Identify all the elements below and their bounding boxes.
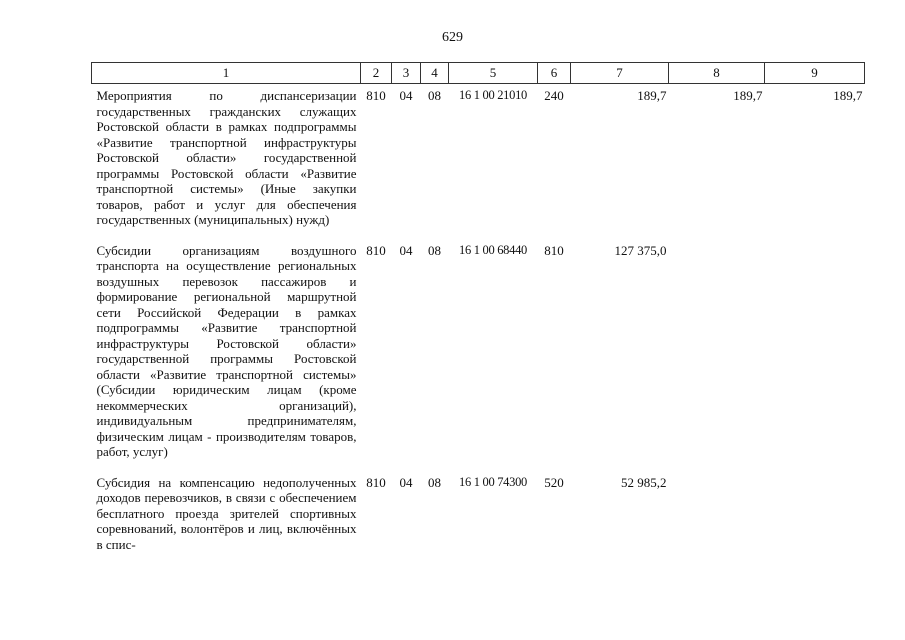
header-col-8: 8	[669, 63, 765, 84]
row-target-article: 16 1 00 68440	[459, 242, 527, 257]
page-number: 629	[442, 30, 463, 45]
row-expense-type: 240	[544, 88, 564, 103]
row-amount-col9: 189,7	[833, 88, 863, 103]
row-expense-type: 520	[544, 474, 564, 490]
header-col-4: 4	[421, 63, 449, 84]
header-col-9: 9	[765, 63, 865, 84]
header-col-3: 3	[392, 63, 421, 84]
row-target-article: 16 1 00 74300	[459, 474, 527, 489]
row-ministry-code: 810	[366, 242, 386, 258]
header-col-1: 1	[92, 63, 361, 84]
row-description: Субсидия на компенсацию недополученных доходов перевозчиков, в связи с обеспечением бесплатного проезда зрителей спортивных соревнований, волонтёров и лиц, включённых в спис-	[96, 474, 357, 552]
row-section-code: 04	[399, 88, 413, 103]
header-col-5: 5	[449, 63, 538, 84]
row-amount-col8	[669, 471, 765, 564]
row-amount-col7: 127 375,0	[614, 242, 667, 258]
row-description: Мероприятия по диспансеризации государственных гражданских служащих Ростовской области в рамках подпрограммы «Развитие транспортной инфраструктуры Ростовской области» государственной программы Ростовской области «Развитие транспортной системы» (Иные закупки товаров, работ и услуг для обеспечения государственных (муниципальных) нужд)	[96, 88, 357, 227]
table-header-row	[92, 63, 865, 84]
header-col-7: 7	[571, 63, 669, 84]
table-row	[92, 239, 865, 471]
row-subsection-code: 08	[428, 88, 441, 103]
budget-table	[91, 62, 865, 563]
row-expense-type: 810	[544, 242, 564, 258]
row-amount-col9	[765, 239, 865, 471]
row-amount-col7: 189,7	[637, 88, 667, 103]
row-target-article: 16 1 00 21010	[459, 88, 527, 102]
row-amount-col8	[669, 239, 765, 471]
row-subsection-code: 08	[428, 242, 441, 258]
row-description: Субсидии организациям воздушного транспорта на осуществление региональных воздушных перевозок пассажиров и формирование региональной маршрутной сети Российской Федерации в рамках подпрограммы «Развитие транспортной инфраструктуры Ростовской области» государственной программы Ростовской области «Развитие транспортной системы» (Субсидии юридическим лицам (кроме некоммерческих организаций), индивидуальным предпринимателям, физическим лицам - производителям товаров, работ, услуг)	[96, 242, 357, 459]
row-subsection-code: 08	[428, 474, 441, 490]
row-amount-col9	[765, 471, 865, 564]
row-section-code: 04	[399, 474, 413, 490]
row-amount-col8: 189,7	[733, 88, 763, 103]
header-col-2: 2	[361, 63, 392, 84]
table-row	[92, 84, 865, 239]
header-col-6: 6	[538, 63, 571, 84]
row-ministry-code: 810	[366, 88, 386, 103]
table-row	[92, 471, 865, 564]
row-ministry-code: 810	[366, 474, 386, 490]
row-amount-col7: 52 985,2	[621, 474, 667, 490]
row-section-code: 04	[399, 242, 413, 258]
